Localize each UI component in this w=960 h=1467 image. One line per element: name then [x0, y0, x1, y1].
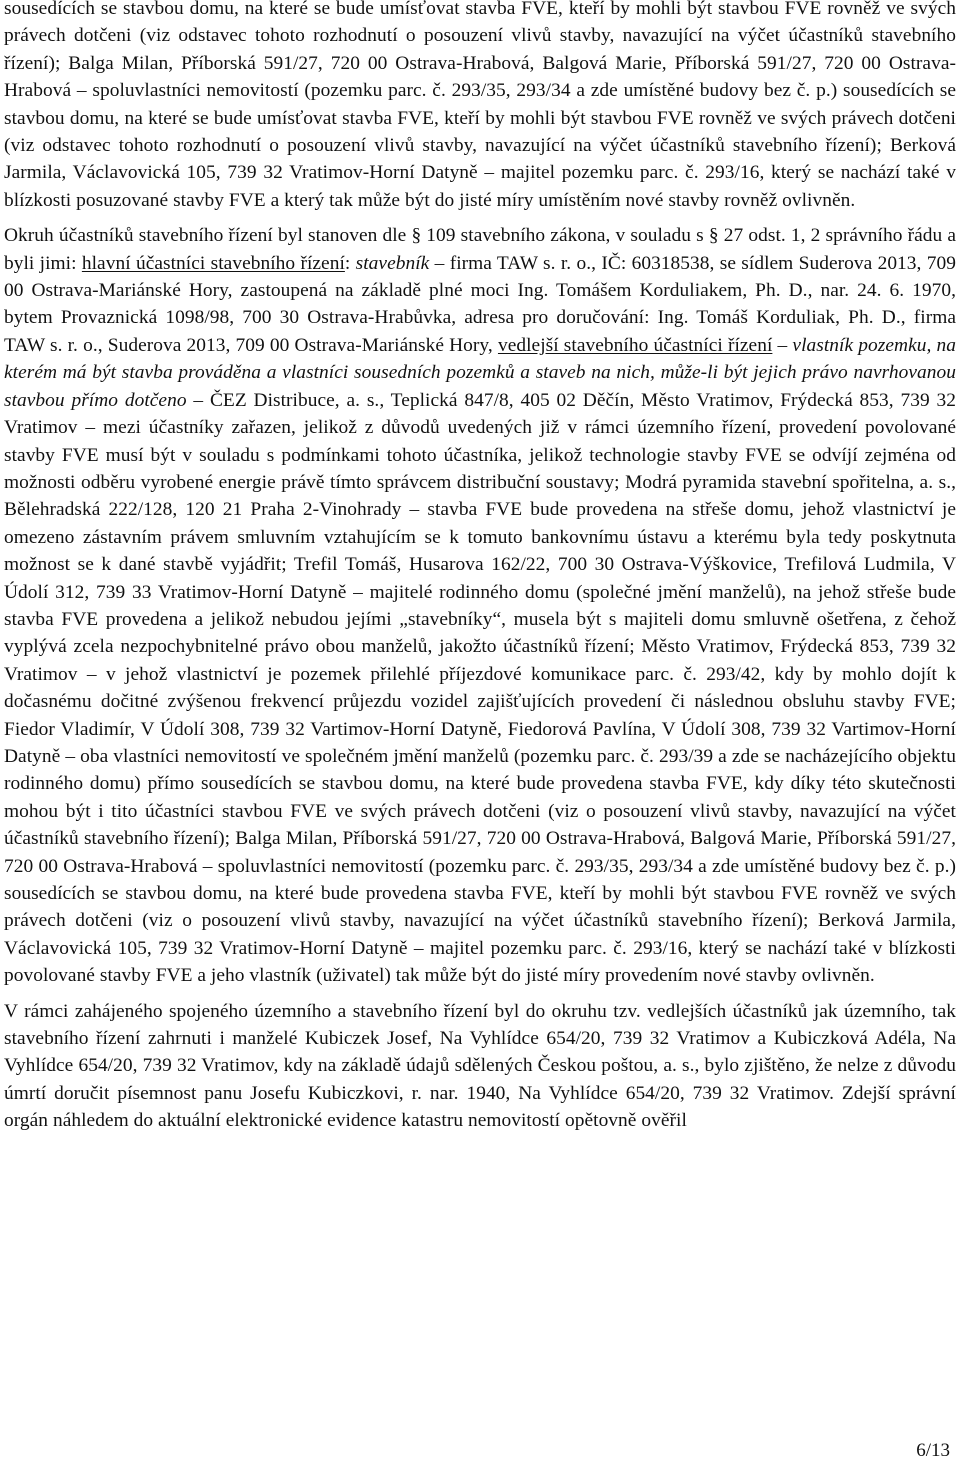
- text-segment: :: [344, 252, 356, 274]
- paragraph-participants-neighbours: sousedících se stavbou domu, na které se bude umísťovat stavba FVE, kteří by mohli být stavbou FVE rovněž ve svých právech dotčeni (viz odstavec tohoto rozhodnutí o posouzení vlivů stavby, navazující na výčet účastníků stavebního řízení); Balga Milan, Příborská 591/27, 720 00 Ostrava-Hrabová, Balgová Marie, Příborská 591/27, 720 00 Ostrava-Hrabová – spoluvlastníci nemovitostí (pozemku parc. č. 293/35, 293/34 a zde umístěné budovy bez č. p.) sousedících se stavbou domu, na které se bude umísťovat stavba FVE, kteří by mohli být stavbou FVE rovněž ve svých právech dotčeni (viz odstavec tohoto rozhodnutí o posouzení vlivů stavby, navazující na výčet účastníků stavebního řízení); Berková Jarmila, Václavovická 105, 739 32 Vratimov-Horní Datyně – majitel pozemku parc. č. 293/16, který se nachází také v blízkosti posuzované stavby FVE a který tak může být do jisté míry umístěním nové stavby rovněž ovlivněn.: [4, 0, 956, 211]
- page-number: 6/13: [916, 1440, 950, 1461]
- paragraph-kubiczek: V rámci zahájeného spojeného územního a stavebního řízení byl do okruhu tzv. vedlejších účastníků jak územního, tak stavebního řízení zahrnuti i manželé Kubiczek Josef, Na Vyhlídce 654/20, 739 32 Vratimov a Kubiczková Adéla, Na Vyhlídce 654/20, 739 32 Vratimov, kdy na základě údajů sdělených Českou poštou, a. s., bylo zjištěno, že nelze z důvodu úmrtí doručit písemnost panu Josefu Kubiczkovi, r. nar. 1940, Na Vyhlídce 654/20, 739 32 Vratimov. Zdejší správní orgán náhledem do aktuální elektronické evidence katastru nemovitostí opětovně ověřil: [4, 1000, 956, 1132]
- builder-label: stavebník: [355, 252, 430, 274]
- text-segment: – ČEZ Distribuce, a. s., Teplická 847/8, 405 02 Děčín, Město Vratimov, Frýdecká 853, 739 32 Vratimov – mezi účastníky zařazen, jelikož z důvodů uvedených již v rámci územního řízení, provedení povolované stavby FVE musí být v souladu s podmínkami tohoto účastníka, jelikož technologie stavby FVE se odvíjí zejména od možnosti odběru vyrobené energie právě tímto správcem distribuční soustavy; Modrá pyramida stavební spořitelna, a. s., Bělehradská 222/128, 120 21 Praha 2-Vinohrady – stavba FVE bude provedena na střeše domu, jehož vlastnictví je omezeno zástavním právem smluvním vztahujícím se k tomuto bankovnímu ústavu a kterému byla tedy poskytnuta možnost se k dané stavbě vyjádřit; Trefil Tomáš, Husarova 162/22, 700 30 Ostrava-Výškovice, Trefilová Ludmila, V Údolí 312, 739 33 Vratimov-Horní Datyně – majitelé rodinného domu (společné jmění manželů), na jehož střeše bude stavba FVE provedena a jelikož nebudou jejími „stavebníky“, musela být s majiteli domu smluvně ošetřena, z čehož vyplývá zcela nezpochybnitelné právo obou manželů, jakožto účastníků řízení; Město Vratimov, Frýdecká 853, 739 32 Vratimov – v jehož vlastnictví je pozemek přilehlé příjezdové komunikace parc. č. 293/42, kdy by mohlo dojít k dočasnému dočitné zvýšenou frekvencí průjezdu vozidel zajišťujících provedení či následnou obsluhu stavby FVE; Fiedor Vladimír, V Údolí 308, 739 32 Vartimov-Horní Datyně, Fiedorová Pavlína, V Údolí 308, 739 32 Vartimov-Horní Datyně – oba vlastníci nemovitostí ve společném jmění manželů (pozemku parc. č. 293/39 a zde se nacházejícího objektu rodinného domu) přímo sousedících se stavbou domu, na které bude provedena stavba FVE, kdy díky této skutečnosti mohou být i tito účastníci stavbou FVE ve svých právech dotčeni (viz o posouzení vlivů stavby, navazující na výčet účastníků stavebního řízení); Balga Milan, Příborská 591/27, 720 00 Ostrava-Hrabová, Balgová Marie, Příborská 591/27, 720 00 Ostrava-Hrabová – spoluvlastníci nemovitostí (pozemku parc. č. 293/35, 293/34 a zde umístěné budovy bez č. p.) sousedících se stavbou domu, na které bude provedena stavba FVE, kteří by mohli být stavbou FVE rovněž ve svých právech dotčeni (viz o posouzení vlivů stavby, navazující na výčet účastníků stavebního řízení); Berková Jarmila, Václavovická 105, 739 32 Vratimov-Horní Datyně – majitel pozemku parc. č. 293/16, který se nachází také v blízkosti povolované stavby FVE a jeho vlastník (uživatel) tak může být do jisté míry provedením nové stavby ovlivněn.: [4, 389, 957, 987]
- owner-definition: vlastník pozemku, na kterém má být stavba prováděna a vlastníci sousedních pozemků a staveb na nich, může-li být jejich právo navrhovanou stavbou přímo dotčeno: [4, 334, 956, 411]
- main-participants-heading: hlavní účastníci stavebního řízení: [81, 252, 345, 274]
- paragraph-construction-participants: [4, 222, 956, 989]
- text-segment: –: [772, 334, 793, 356]
- text-segment: – firma TAW s. r. o., IČ: 60318538, se sídlem Suderova 2013, 709 00 Ostrava-Mariánské Hory, zastoupená na základě plné moci Ing. Tomášem Korduliakem, Ph. D., nar. 24. 6. 1970, bytem Provaznická 1098/98, 700 30 Ostrava-Hrabůvka, adresa pro doručování: Ing. Tomáš Korduliak, Ph. D., firma TAW s. r. o., Suderova 2013, 709 00 Ostrava-Mariánské Hory,: [4, 252, 956, 356]
- text-segment: Okruh účastníků stavebního řízení byl stanoven dle § 109 stavebního zákona, v souladu s § 27 odst. 1, 2 správního řádu a byli jimi:: [4, 225, 956, 274]
- secondary-participants-heading: vedlejší stavebního účastníci řízení: [497, 334, 773, 356]
